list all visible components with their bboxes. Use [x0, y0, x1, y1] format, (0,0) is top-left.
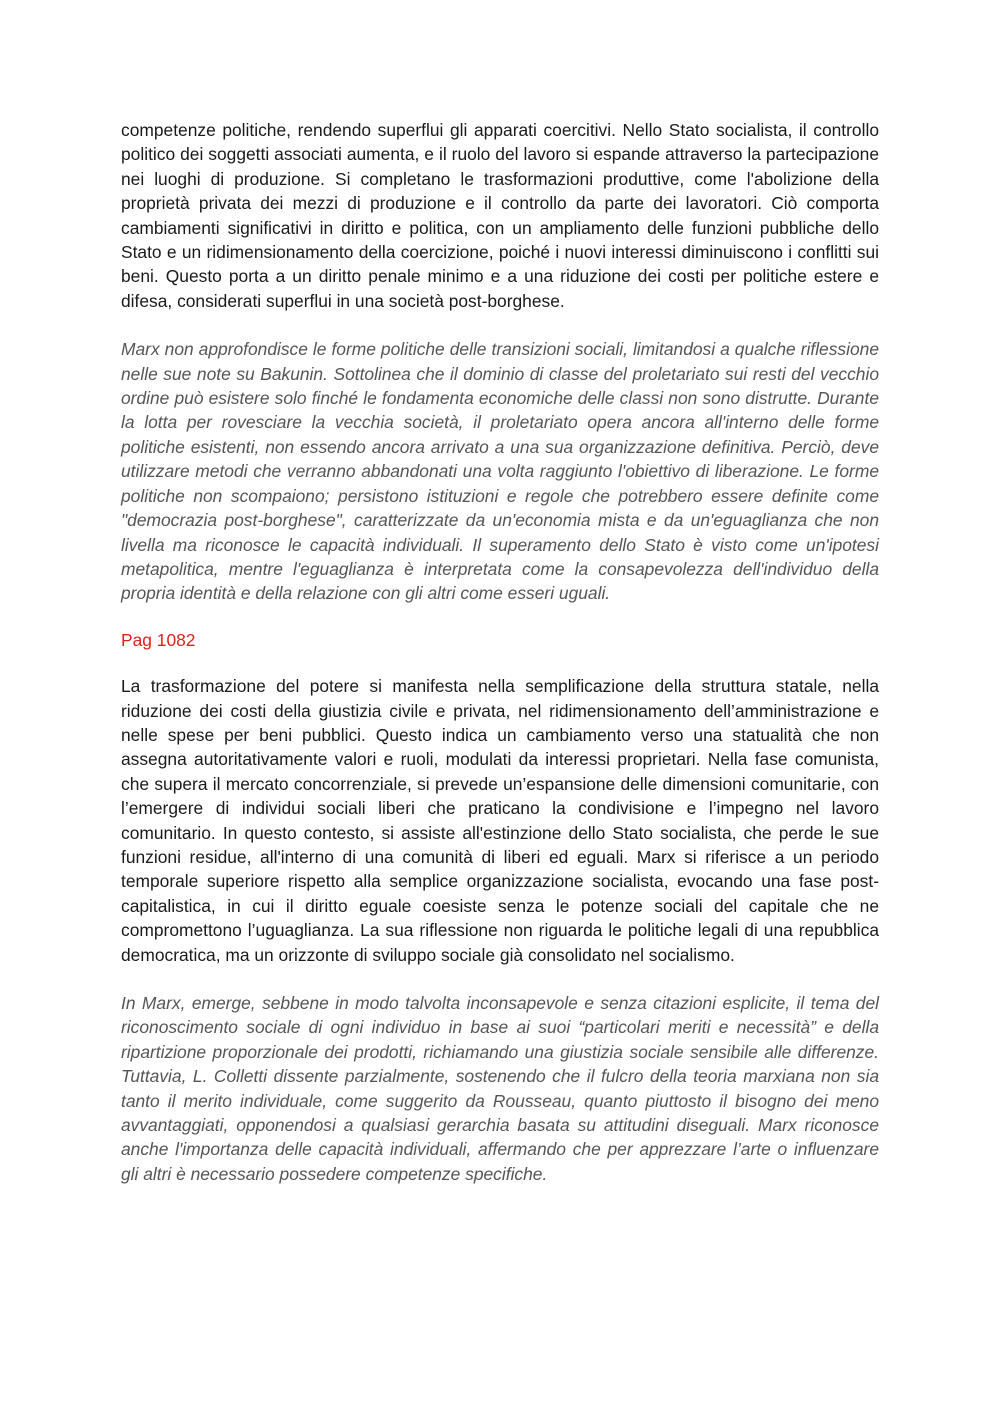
italic-paragraph-2: In Marx, emerge, sebbene in modo talvolta inconsapevole e senza citazioni esplicite, il tema del riconoscimento sociale di ogni individuo in base ai suoi “particolari meriti e necessità” e della ripartizione proporzionale dei prodotti, richiamando una giustizia sociale sensibile alle differenze. Tuttavia, L. Colletti dissente parzialmente, sostenendo che il fulcro della teoria marxiana non sia tanto il merito individuale, come suggerito da Rousseau, quanto piuttosto il bisogno dei meno avvantaggiati, opponendosi a qualsiasi gerarchia basata su attitudini diseguali. Marx riconosce anche l'importanza delle capacità individuali, affermando che per apprezzare l’arte o influenzare gli altri è necessario possedere competenze specifiche.	[121, 993, 879, 1184]
page-reference-label: Pag 1082	[121, 629, 196, 650]
body-paragraph-1: competenze politiche, rendendo superflui gli apparati coercitivi. Nello Stato socialista, il controllo politico dei soggetti associati aumenta, e il ruolo del lavoro si espande attraverso la partecipazione nei luoghi di produzione. Si completano le trasformazioni produttive, come l'abolizione della proprietà privata dei mezzi di produzione e il controllo da parte dei lavoratori. Ciò comporta cambiamenti significativi in diritto e politica, con un ampliamento delle funzioni pubbliche dello Stato e un ridimensionamento della coercizione, poiché i nuovi interessi diminuiscono i conflitti sui beni. Questo porta a un diritto penale minimo e a una riduzione dei costi per politiche estere e difesa, considerati superflui in una società post-borghese.	[121, 120, 879, 311]
italic-paragraph-1: Marx non approfondisce le forme politiche delle transizioni sociali, limitandosi a qualche riflessione nelle sue note su Bakunin. Sottolinea che il dominio di classe del proletariato sui resti del vecchio ordine può esistere solo finché le fondamenta economiche delle classi non sono distrutte. Durante la lotta per rovesciare la vecchia società, il proletariato opera ancora all'interno delle forme politiche esistenti, non essendo ancora arrivato a una sua organizzazione definitiva. Perciò, deve utilizzare metodi che verranno abbandonati una volta raggiunto l'obiettivo di liberazione. Le forme politiche non scompaiono; persistono istituzioni e regole che potrebbero essere definite come "democrazia post-borghese", caratterizzate da un'economia mista e da un'eguaglianza che non livella ma riconosce le capacità individuali. Il superamento dello Stato è visto come un'ipotesi metapolitica, mentre l'eguaglianza è interpretata come la consapevolezza dell'individuo della propria identità e della relazione con gli altri come esseri uguali.	[121, 339, 879, 604]
document-page	[121, 118, 879, 1186]
body-paragraph-2: La trasformazione del potere si manifesta nella semplificazione della struttura statale, nella riduzione dei costi della giustizia civile e privata, nel ridimensionamento dell’amministrazione e nelle spese per beni pubblici. Questo indica un cambiamento verso una statualità che non assegna autoritativamente valori e ruoli, modulati da interessi proprietari. Nella fase comunista, che supera il mercato concorrenziale, si prevede un’espansione delle dimensioni comunitarie, con l’emergere di individui sociali liberi che praticano la condivisione e l’impegno nel lavoro comunitario. In questo contesto, si assiste all'estinzione dello Stato socialista, che perde le sue funzioni residue, all'interno di una comunità di liberi ed eguali. Marx si riferisce a un periodo temporale superiore rispetto alla semplice organizzazione socialista, evocando una fase post-capitalistica, in cui il diritto eguale coesiste senza le potenze sociali del capitale che ne compromettono l’uguaglianza. La sua riflessione non riguarda le politiche legali di una repubblica democratica, ma un orizzonte di sviluppo sociale già consolidato nel socialismo.	[121, 676, 879, 965]
